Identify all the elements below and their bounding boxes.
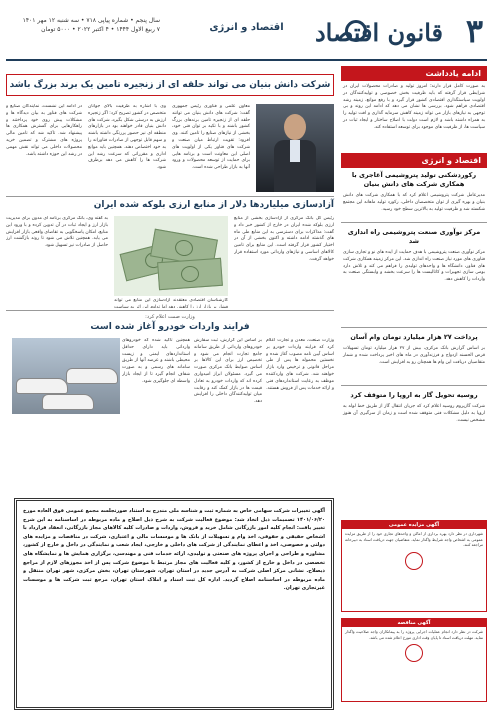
seal-icon <box>405 644 423 662</box>
person-figure <box>274 114 316 192</box>
ad-2-body: شرکت در نظر دارد انجام عملیات اجرایی پروژه را به پیمانکاران واجد صلاحیت واگذار نماید. مهلت دریافت اسناد تا پایان وقت اداری مورخ اعلام شده می باشد. <box>345 629 483 640</box>
banknote-portrait <box>174 239 195 258</box>
issue-line-1: سال پنجم • شماره پیاپی ۷۱۸ • سه شنبه ۱۲ مهر ۱۴۰۱ <box>22 17 160 24</box>
money-photo <box>114 216 228 296</box>
issue-line-2: ۷ ربیع الاول ۱۴۴۴ • ۴ اکتبر ۲۰۲۲ • ۵۰۰۰ تومان <box>41 26 160 33</box>
story-b-title: مرکز نوآوری صنعت پتروشیمی راه اندازی شد <box>347 228 481 245</box>
story3-headline: فرایند واردات خودرو آغاز شده است <box>90 322 250 332</box>
section-divider <box>6 196 334 197</box>
story-a-body: مدیرعامل شرکت پتروشیمی اعلام کرد که با همکاری شرکت های دانش بنیان و بهره گیری از توان متخصصان داخلی، رکورد تولید ماهانه این مجتمع شکسته شد و ظرفیت تولید به بالاترین سطح خود رسید. <box>343 193 485 212</box>
masthead-divider <box>6 59 487 61</box>
legal-notice-text: آگهی تغییرات شرکت سهامی خاص به شماره ثبت و شناسه ملی مندرج به استناد صورتجلسه مجمع عمومی فوق العاده مورخ ۱۴۰۱/۰۶/۲۰ تصمیمات ذیل اتخاذ شد: موضوع فعالیت شرکت به شرح ذیل اصلاح و ماده مربوطه در اساسنامه به این شرح تغییر یافت: انجام کلیه امور بازرگانی شامل خرید و فروش، واردات و صادرات کلیه کالاهای مجاز بازرگانی، انعقاد قرارداد با اشخاص حقیقی و حقوقی، اخذ وام و تسهیلات از بانک ها و موسسات مالی و اعتباری، شرکت در مناقصات و مزایده های دولتی و خصوصی، اخذ و اعطای نمایندگی از شرکت های داخلی و خارجی، ایجاد شعب و نمایندگی در داخل و خارج از کشور، مشاوره و طراحی و اجرای پروژه های صنعتی و تولیدی، ارائه خدمات فنی و مهندسی، برگزاری همایش ها و نمایشگاه های تخصصی در داخل و خارج از کشور، و کلیه فعالیت های مجاز مرتبط با موضوع شرکت پس از اخذ مجوزهای لازم از مراجع ذیصلاح. نشانی مرکز اصلی شرکت به آدرس جدید در استان تهران، شهرستان تهران، بخش مرکزی، شهر تهران منتقل و ماده مربوطه در اساسنامه اصلاح گردید. اداره کل ثبت اسناد و املاک استان تهران، مرجع ثبت شرکت ها و موسسات غیرتجاری تهران. <box>23 508 325 592</box>
story1-column-1: معاون علمی و فناوری رئیس جمهوری گفت: شرکت های دانش بنیان می توانند حلقه ای از زنجیره تامین برندهای بزرگ کشور باشند و با تکیه بر توان فنی خود، بخشی از نیازهای صنایع را تامین کنند. وی افزود: تقویت ارتباط میان صنعت و شرکت های فناور یکی از اولویت های اصلی این معاونت است و برنامه هایی برای حمایت از توسعه محصولات و ورود آنها به بازار طراحی شده است. <box>172 104 250 171</box>
sidebar-divider <box>341 385 487 386</box>
car-shape <box>66 368 118 384</box>
logo-mark-icon <box>345 20 367 42</box>
speaker-photo <box>256 104 334 192</box>
story-c-title: پرداخت ۲۷ هزار میلیارد تومان وام آسان <box>350 333 478 341</box>
person-shirt <box>290 140 300 162</box>
story2-column-3: کارشناسان اقتصادی معتقدند آزادسازی این منابع می تواند فشار بر بازار ارز را کاهش دهد اما تداوم این اثر به سیاست <box>114 298 228 308</box>
story-c-body: بر اساس گزارش بانک مرکزی، بیش از ۲۷ هزار میلیارد تومان تسهیلات قرض الحسنه ازدواج و فرزندآوری در ماه های اخیر پرداخت شده و شمار متقاضیان دریافت این وام ها همچنان رو به افزایش است. <box>343 346 486 365</box>
story1-column-3: در ادامه این نشست، نمایندگان صنایع و شرکت های فناور به بیان دیدگاه ها و مشکلات پیش روی خود پرداختند و راهکارهایی برای گسترش همکاری ها پیشنهاد شد. تاکید شد که تامین مالی پروژه های مشترک و تضمین خرید محصولات داخلی می تواند نقش مهمی در رشد این حوزه داشته باشد. <box>6 104 82 157</box>
sidebar-divider <box>341 327 487 328</box>
section-divider <box>6 310 334 311</box>
page-number: ۳ <box>465 12 483 50</box>
headline-banner <box>6 74 334 96</box>
note-continued-body: به صورت کامل قرار دارند؛ امروز تولید و صادرات محصولات ایران در شرایطی قرار گرفته که باید ظرفیت بخش خصوصی و تولیدکنندگان در اولویت سیاستگذاری اقتصادی کشور قرار گیرد و با رفع موانع، زمینه رشد اقتصادی فراهم شود. بررسی ها نشان می دهد که ادامه این روند و بی توجهی به نیازهای بازار می تواند زمینه کاهش سرمایه گذاری و افت تولید را به همراه داشته باشد و لازم است دولت با اصلاح ساختار و ایجاد ثبات در سیاست ها، از ظرفیت های موجود برای توسعه استفاده کند. <box>343 84 485 130</box>
legal-notice-box <box>14 498 334 710</box>
sidebar-header-note: ادامه یادداشت <box>341 66 487 81</box>
right-sidebar <box>341 66 487 480</box>
story3-column-1: وزارت صنعت، معدن و تجارت اعلام کرد که فرایند واردات خودرو بر اساس آیین نامه مصوب آغاز شده و نخستین محموله ها پس از طی مراحل قانونی و ترخیص وارد بازار خواهند شد. شرکت های واردکننده موظف به رعایت استانداردهای فنی و ارائه خدمات پس از فروش هستند. <box>266 338 334 391</box>
section-title: اقتصاد و انرژی <box>209 22 284 33</box>
banknote-stack <box>157 258 223 290</box>
story3-kicker: وزارت صمت اعلام کرد: <box>145 314 195 320</box>
ad-1-title: آگهی مزایده عمومی <box>342 521 486 529</box>
ad-2-title: آگهی مناقصه <box>342 619 486 627</box>
story-b-body: مرکز نوآوری صنعت پتروشیمی با هدف حمایت از ایده های نو و تجاری سازی فناوری های مورد نیاز صنعت راه اندازی شد. این مرکز زمینه همکاری شرکت های فناور، دانشگاه ها و واحدهای تولیدی را فراهم می کند و تلاش دارد بومی سازی تجهیزات و کاتالیست ها را سرعت بخشد و وابستگی صنعت به واردات را کاهش دهد. <box>343 250 485 283</box>
story-d-title: روسیه تحویل گاز به اروپا را متوقف کرد <box>350 391 478 399</box>
ad-box-1 <box>341 520 487 612</box>
story3-column-2: بر اساس این گزارش، ثبت سفارش خودروهای وارداتی از طریق سامانه جامع تجارت انجام می شود و تخصیص ارز برای این کالاها بر اساس ضوابط بانک مرکزی صورت می گیرد. مسئولان ابراز امیدواری کرده اند که واردات خودرو به تعادل قیمت ها در بازار کمک کند و رقابت میان تولیدکنندگان داخلی را افزایش دهد. <box>194 338 262 405</box>
ad-box-2 <box>341 618 487 702</box>
masthead <box>6 4 487 60</box>
car-shape <box>42 394 94 410</box>
banner-headline: شرکت دانش بنیان می تواند حلقه ای از زنجیره تامین یک برند بزرگ باشد <box>9 80 331 90</box>
main-column <box>6 66 334 480</box>
ads-column <box>341 520 487 710</box>
story2-headline: آزادسازی میلیاردها دلار از منابع ارزی بلوکه شده ایران <box>93 200 334 210</box>
story-a-title: رکوردشکنی تولید پتروشیمی آغاجری با همکاری شرکت های دانش بنیان <box>351 171 477 188</box>
banknote-portrait <box>180 265 199 282</box>
story-d-body: شرکت گازپروم روسیه اعلام کرد که جریان انتقال گاز از طریق خط لوله به اروپا به دلیل مشکلات فنی متوقف شده است و زمان از سرگیری آن هنوز مشخص نیست. <box>343 404 485 423</box>
story2-column-1: رئیس کل بانک مرکزی از آزادسازی بخشی از منابع ارزی بلوکه شده ایران در خارج از کشور خبر داد و گفت: مذاکرات برای دسترسی به این منابع طی ماه های گذشته ادامه داشته و اکنون بخشی از آن در اختیار کشور قرار گرفته است. این منابع برای تامین کالاهای اساسی و نیازهای وارداتی مورد استفاده قرار خواهد گرفت. <box>234 216 334 262</box>
person-head <box>284 114 306 140</box>
seal-icon <box>405 552 423 570</box>
cars-photo <box>12 338 120 414</box>
story3-column-3: همچنین تاکید شده که خودروهای وارداتی باید دارای حداقل استانداردهای ایمنی و زیست محیطی باشند و عرضه آنها از طریق سامانه های رسمی و به صورت شفاف انجام گیرد تا از ایجاد بازار واسطه ای جلوگیری شود. <box>122 338 190 384</box>
newspaper-logo: قانون اقتصاد <box>314 18 443 47</box>
sidebar-header-energy: اقتصاد و انرژی <box>341 153 487 168</box>
issue-info <box>10 16 160 34</box>
story2-column-2: به گفته وی، بانک مرکزی برنامه ای مدون برای مدیریت بازار ارز و ایجاد ثبات در آن تدوین کرده و با ورود این منابع، امکان پاسخگویی به تقاضای واقعی بازار افزایش می یابد. همچنین تلاش می شود تا روند بازگشت ارز حاصل از صادرات نیز تسهیل شود. <box>6 216 108 249</box>
story1-column-2: وی با اشاره به ظرفیت بالای جوانان متخصص در کشور تصریح کرد: اگر زنجیره ارزش به درستی شکل بگیرد، شرکت های دانش بنیان قادر خواهند بود در بازارهای منطقه ای نیز حضور پررنگی داشته باشند و سهم قابل توجهی از صادرات فناورانه را به خود اختصاص دهند. همچنین باید موانع اداری و مقرراتی که سرعت رشد این شرکت ها را کاهش می دهد برطرف شود. <box>88 104 166 171</box>
sidebar-divider <box>341 222 487 223</box>
car-shape <box>16 378 68 394</box>
ad-1-body: شهرداری در نظر دارد بهره برداری از اماکن و واحدهای تجاری خود را از طریق مزایده عمومی به اشخاص واجد شرایط واگذار نماید. متقاضیان جهت دریافت اسناد به دبیرخانه مراجعه کنند. <box>345 531 483 548</box>
